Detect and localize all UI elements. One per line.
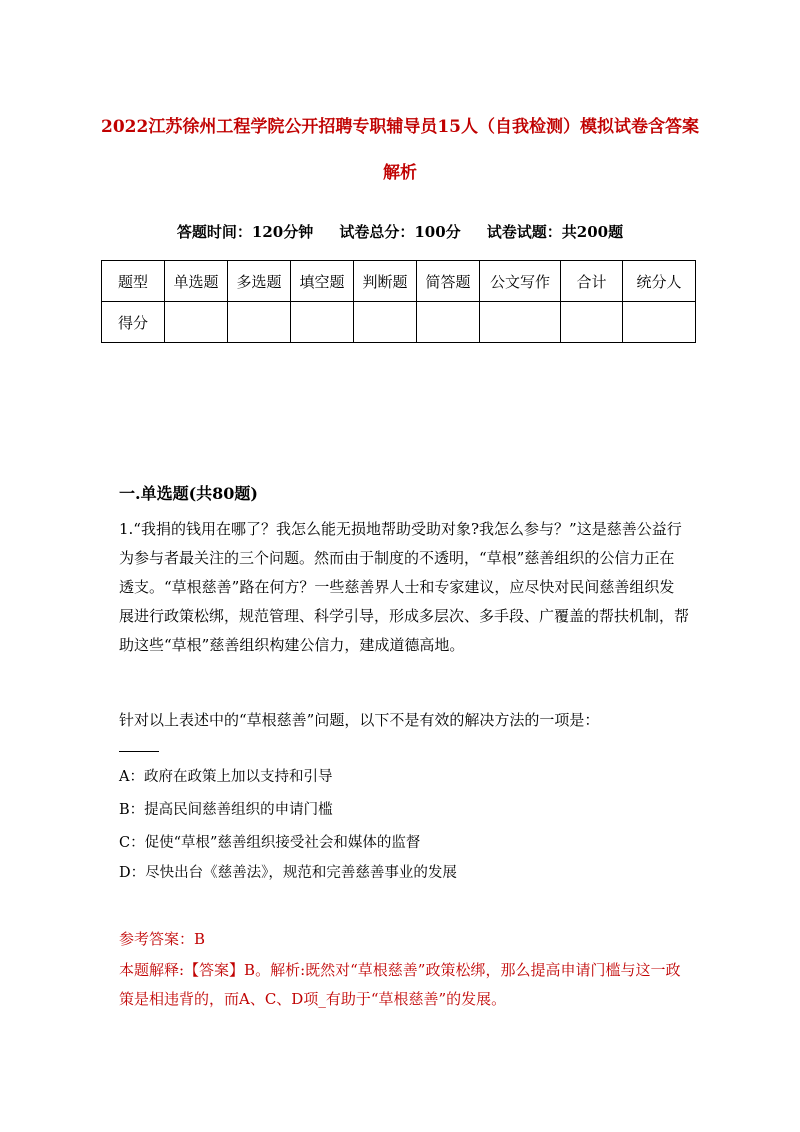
question-prompt: 针对以上表述中的“草根慈善”问题，以下不是有效的解决方法的一项是： bbox=[119, 711, 600, 729]
score-cell bbox=[354, 302, 417, 343]
answer-blank-line bbox=[119, 751, 159, 752]
score-cell bbox=[291, 302, 354, 343]
page-title: 2022江苏徐州工程学院公开招聘专职辅导员15人（自我检测）模拟试卷含答案解析 bbox=[101, 117, 699, 183]
option-a: A：政府在政策上加以支持和引导 bbox=[119, 769, 333, 785]
table-header-cell: 多选题 bbox=[228, 261, 291, 302]
table-header-cell: 题型 bbox=[102, 261, 165, 302]
section-heading: 一.单选题(共80题) bbox=[119, 484, 258, 503]
table-header-cell: 判断题 bbox=[354, 261, 417, 302]
score-cell bbox=[228, 302, 291, 343]
score-table-header-row bbox=[102, 261, 696, 302]
score-cell bbox=[561, 302, 623, 343]
table-row-label: 得分 bbox=[102, 302, 165, 343]
table-header-cell: 合计 bbox=[561, 261, 623, 302]
table-header-cell: 单选题 bbox=[165, 261, 228, 302]
table-header-cell: 公文写作 bbox=[480, 261, 561, 302]
score-table bbox=[101, 260, 696, 343]
score-table-score-row bbox=[102, 302, 696, 343]
exam-info: 答题时间：120分钟 试卷总分：100分 试卷试题：共200题 bbox=[176, 223, 624, 241]
option-c: C：促使“草根”慈善组织接受社会和媒体的监督 bbox=[119, 835, 421, 851]
option-d: D：尽快出台《慈善法》，规范和完善慈善事业的发展 bbox=[119, 865, 457, 881]
table-header-cell: 填空题 bbox=[291, 261, 354, 302]
table-header-cell: 简答题 bbox=[417, 261, 480, 302]
table-header-cell: 统分人 bbox=[623, 261, 696, 302]
answer-explanation: 本题解释:【答案】B。解析:既然对“草根慈善”政策松绑，那么提高申请门槛与这一政策是相违背的，而A、C、D项_有助于“草根慈善”的发展。 bbox=[119, 961, 681, 1008]
question-text: 1.“我捐的钱用在哪了？我怎么能无损地帮助受助对象?我怎么参与？”这是慈善公益行为参与者最关注的三个问题。然而由于制度的不透明，“草根”慈善组织的公信力正在透支。“草根慈善”路在何方？一些慈善界人士和专家建议，应尽快对民间慈善组织发展进行政策松绑，规范管理、科学引导，形成多层次、多手段、广覆盖的帮扶机制，帮助这些“草根”慈善组织构建公信力，建成道德高地。 bbox=[119, 520, 690, 654]
score-cell bbox=[417, 302, 480, 343]
score-cell bbox=[623, 302, 696, 343]
score-cell bbox=[480, 302, 561, 343]
score-cell bbox=[165, 302, 228, 343]
reference-answer: 参考答案：B bbox=[119, 930, 206, 948]
option-b: B：提高民间慈善组织的申请门槛 bbox=[119, 802, 333, 818]
